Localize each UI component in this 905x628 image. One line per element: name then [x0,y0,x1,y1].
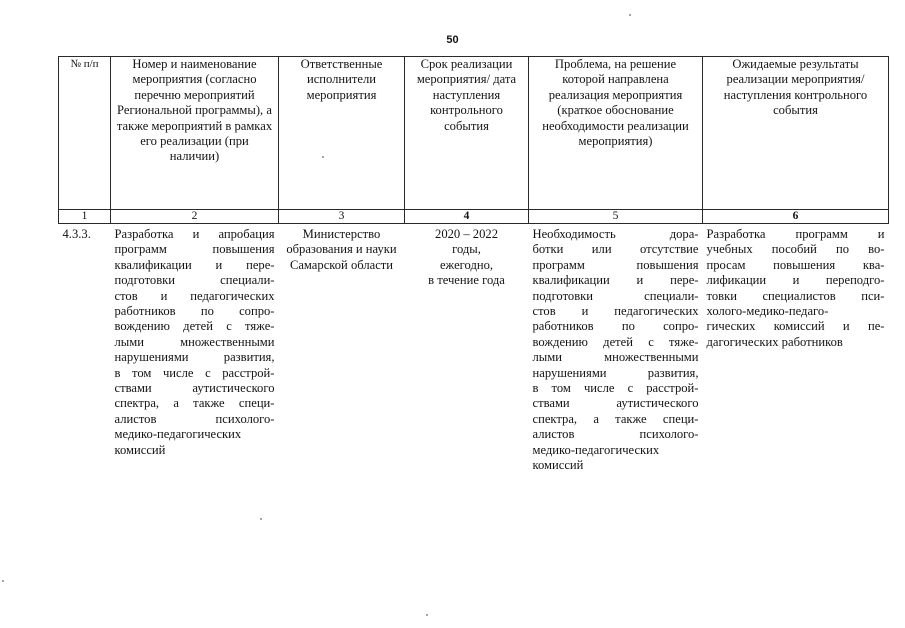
text-line: алистов психолого- [532,427,699,442]
text-line: вождению детей с тяже- [114,319,275,334]
text-line: подготовки специали- [114,273,275,288]
header-activity-name: Номер и наименование мероприятия (согласно перечню мероприятий Региональной программы), а также мероприятий в рамках его реализации (при наличии) [111,57,279,210]
text-line: программ повышения [532,257,699,272]
header-expected-results: Ожидаемые результаты реализации мероприятия/ наступления контрольного события [703,57,889,210]
row-expected-results [703,224,889,474]
row-activity-name [111,224,279,474]
text-line: ствами аутистического [114,381,275,396]
column-number: 6 [703,210,889,224]
text-line: дагогических работников [706,334,843,349]
text-line: лыми множественными [114,334,275,349]
text-line: в том числе с расстрой- [532,381,699,396]
text-line: ежегодно, [439,257,494,272]
text-line: Разработка программ и [706,227,885,241]
text-line: алистов психолого- [114,411,275,426]
column-number: 4 [405,210,529,224]
text-line: комиссий [114,442,166,457]
header-term: Срок реализации мероприятия/ дата наступления контрольного события [405,57,529,210]
text-line: квалификации и пере- [114,257,275,272]
header-executors: Ответственные исполнители мероприятия [279,57,405,210]
column-number: 3 [279,210,405,224]
column-number-row [59,210,889,224]
text-line: нарушениями развития, [114,350,275,365]
text-line: программ повышения [114,242,275,257]
column-number: 2 [111,210,279,224]
header-number: № п/п [59,57,111,210]
text-line: в том числе с расстрой- [114,365,275,380]
text-line: вождению детей с тяже- [532,334,699,349]
text-line: холого-медико-педаго- [706,304,829,319]
text-line: стов и педагогических [532,304,699,319]
text-line: подготовки специали- [532,288,699,303]
text-line: комиссий [532,458,584,473]
text-line: работников по сопро- [532,319,699,334]
row-executor: Министерство образования и науки Самарской области [286,227,397,272]
page-number: 50 [446,34,459,46]
text-line: медико-педагогических [532,442,660,457]
column-number: 5 [529,210,703,224]
text-line: нарушениями развития, [532,365,699,380]
text-line: товки специалистов пси- [706,288,885,303]
table-row [59,224,889,474]
text-line: в течение года [428,273,505,288]
text-line: просам повышения ква- [706,257,885,272]
text-line: медико-педагогических [114,427,242,442]
column-number: 1 [59,210,111,224]
row-number: 4.3.3. [62,227,91,241]
text-line: спектра, а также специ- [114,396,275,411]
action-plan-table [58,56,889,474]
text-line: лыми множественными [532,350,699,365]
text-line: ботки или отсутствие [532,242,699,257]
header-row [59,57,889,210]
text-line: Разработка и апробация [114,227,275,241]
text-line: лификации и переподго- [706,273,885,288]
text-line: Необходимость дора- [532,227,699,241]
text-line: 2020 – 2022 [435,227,498,241]
row-problem [529,224,703,474]
header-problem: Проблема, на решение которой направлена реализация мероприятия (краткое обоснование необходимости реализации мероприятия) [529,57,703,210]
text-line: стов и педагогических [114,288,275,303]
text-line: годы, [452,242,481,257]
text-line: спектра, а также специ- [532,411,699,426]
text-line: ствами аутистического [532,396,699,411]
text-line: учебных пособий по во- [706,242,885,257]
text-line: гических комиссий и пе- [706,319,885,334]
text-line: квалификации и пере- [532,273,699,288]
text-line: работников по сопро- [114,304,275,319]
row-term [405,224,529,474]
